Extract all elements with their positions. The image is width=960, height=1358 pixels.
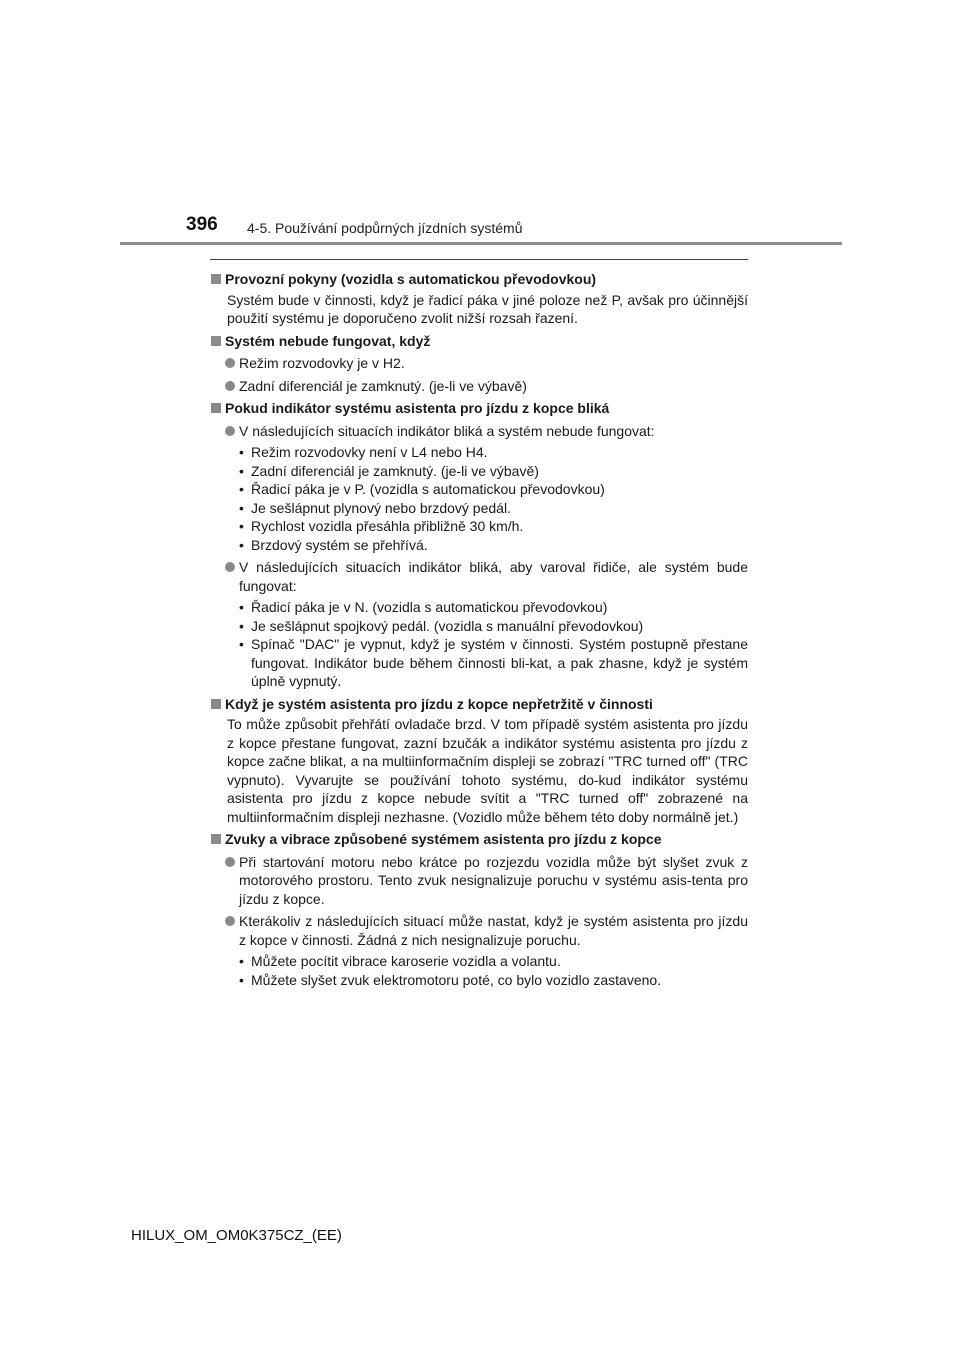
list-item: V následujících situacích indikátor bliká a systém nebude fungovat: <box>210 422 748 441</box>
sub-item: • Je sešlápnut spojkový pedál. (vozidla s manuální převodovkou) <box>239 617 644 634</box>
list-item: V následujících situacích indikátor bliká, aby varoval řidiče, ale systém bude fungovat: <box>210 558 748 595</box>
sub-item: • Rychlost vozidla přesáhla přibližně 30 km/h. <box>239 518 524 534</box>
circle-bullet-icon <box>225 381 235 391</box>
section-title: Zvuky a vibrace způsobené systémem asistenta pro jízdu z kopce <box>210 830 748 849</box>
circle-bullet-icon <box>225 916 235 926</box>
sub-item: • Režim rozvodovky není v L4 nebo H4. <box>239 444 488 460</box>
section-title: Když je systém asistenta pro jízdu z kopce nepřetržitě v činnosti <box>210 695 748 714</box>
sub-item: • Spínač "DAC" je vypnut, když je systém v činnosti. Systém postupně přestane fungovat. Indikátor bude během činnosti bli-kat, a pak zhasne, když je systém úplně vypnutý. <box>239 636 748 689</box>
section-text: To může způsobit přehřátí ovladače brzd. V tom případě systém asistenta pro jízdu z kopce přestane fungovat, zazní bzučák a indikátor systému asistenta pro jízdu z kopce začne blikat, a na multiinformačním displeji se zobrazí "TRC turned off" (TRC vypnuto). Vyvarujte se používání tohoto systému, do-kud indikátor systému asistenta pro jízdu z kopce nebude svítit a "TRC turned off" zobrazené na multiinformačním displeji nezhasne. (Vozidlo může během této doby normálně jet.) <box>227 716 748 825</box>
page-content <box>210 266 748 989</box>
square-bullet-icon <box>211 274 221 284</box>
section-title: Provozní pokyny (vozidla s automatickou převodovkou) <box>210 270 748 289</box>
square-bullet-icon <box>211 834 221 844</box>
sub-item: • Můžete slyšet zvuk elektromotoru poté, co bylo vozidlo zastaveno. <box>239 971 662 988</box>
header-rule <box>120 242 842 245</box>
sub-list <box>210 443 748 554</box>
square-bullet-icon <box>211 336 221 346</box>
section-text: Systém bude v činnosti, když je řadicí páka v jiné poloze než P, avšak pro účinnější použití systému je doporučeno zvolit nižší rozsah řazení. <box>227 291 748 326</box>
section-title: Systém nebude fungovat, když <box>210 332 748 351</box>
list-item: Zadní diferenciál je zamknutý. (je-li ve výbavě) <box>210 377 748 396</box>
chapter-title: 4-5. Používání podpůrných jízdních systémů <box>247 220 523 236</box>
sub-item: • Je sešlápnut plynový nebo brzdový pedál. <box>239 499 511 516</box>
page-number: 396 <box>186 214 218 235</box>
circle-bullet-icon <box>225 562 235 572</box>
circle-bullet-icon <box>225 426 235 436</box>
sub-item: • Brzdový systém se přehřívá. <box>239 536 428 553</box>
list-item: Kterákoliv z následujících situací může nastat, když je systém asistenta pro jízdu z kopce v činnosti. Žádná z nich nesignalizuje poruchu. <box>210 912 748 949</box>
sub-item: • Zadní diferenciál je zamknutý. (je-li ve výbavě) <box>239 462 539 479</box>
circle-bullet-icon <box>225 358 235 368</box>
list-item: Režim rozvodovky je v H2. <box>210 354 748 373</box>
content-rule <box>210 259 748 260</box>
list-item: Při startování motoru nebo krátce po rozjezdu vozidla může být slyšet zvuk z motorového prostoru. Tento zvuk nesignalizuje poruchu v systému asis-tenta pro jízdu z kopce. <box>210 853 748 909</box>
circle-bullet-icon <box>225 857 235 867</box>
sub-list <box>210 598 748 691</box>
sub-item: • Řadicí páka je v P. (vozidla s automatickou převodovkou) <box>239 481 605 497</box>
sub-item: • Můžete pocítit vibrace karoserie vozidla a volantu. <box>239 953 561 969</box>
section-title: Pokud indikátor systému asistenta pro jízdu z kopce bliká <box>210 399 748 418</box>
sub-list <box>210 952 748 989</box>
sub-item: • Řadicí páka je v N. (vozidla s automatickou převodovkou) <box>239 599 608 615</box>
square-bullet-icon <box>211 403 221 413</box>
square-bullet-icon <box>211 699 221 709</box>
document-code: HILUX_OM_OM0K375CZ_(EE) <box>131 1227 342 1244</box>
